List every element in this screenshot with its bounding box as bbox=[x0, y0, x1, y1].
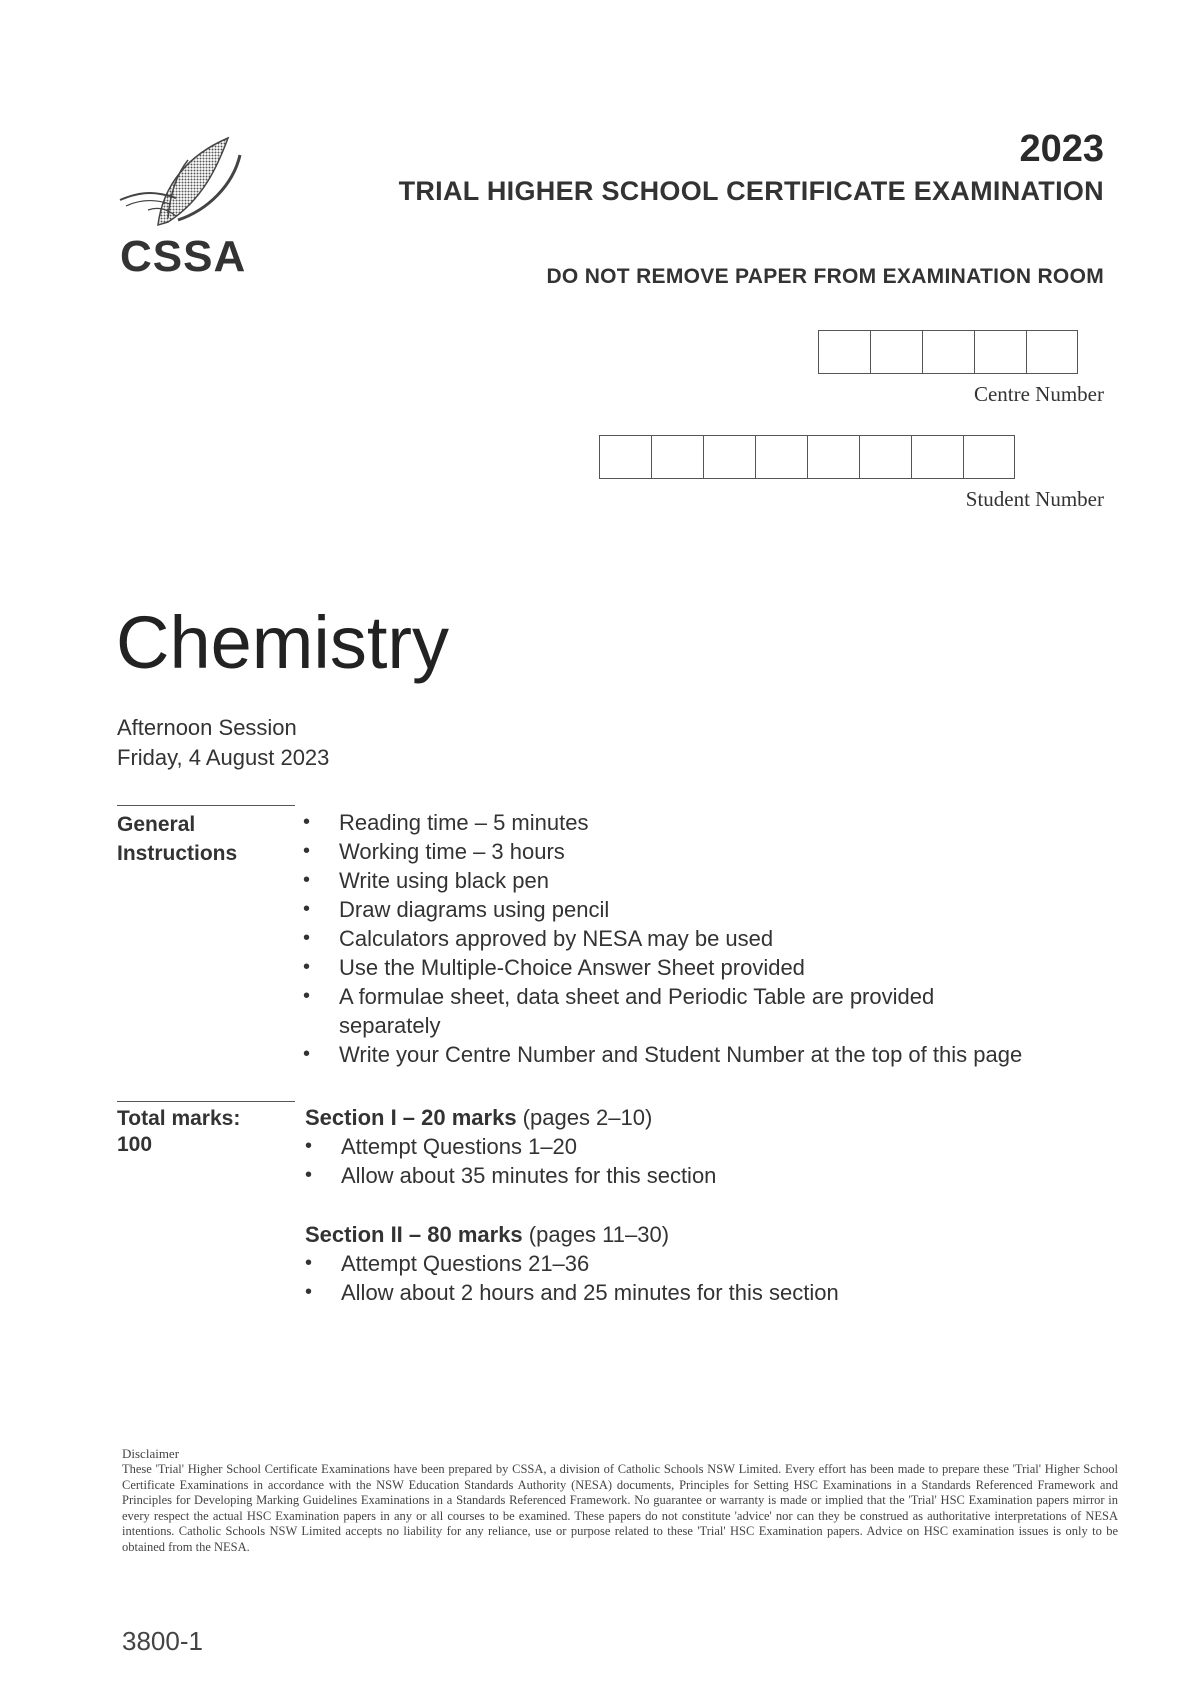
list-item: • Use the Multiple-Choice Answer Sheet provided bbox=[303, 953, 1113, 982]
section-1-heading: Section I – 20 marks (pages 2–10) bbox=[305, 1105, 653, 1130]
centre-number-digit[interactable] bbox=[818, 330, 870, 374]
logo-text: CSSA bbox=[120, 232, 247, 281]
list-item: • Calculators approved by NESA may be used bbox=[303, 924, 1113, 953]
section-2-list bbox=[305, 1249, 1005, 1307]
leaf-emblem-icon bbox=[118, 130, 258, 240]
list-item: • Allow about 2 hours and 25 minutes for this section bbox=[305, 1278, 1005, 1307]
do-not-remove-notice: DO NOT REMOVE PAPER FROM EXAMINATION ROOM bbox=[546, 265, 1104, 288]
student-number-digit[interactable] bbox=[599, 435, 651, 479]
disclaimer-title: Disclaimer bbox=[122, 1446, 180, 1461]
student-number-digit[interactable] bbox=[703, 435, 755, 479]
student-number-digit[interactable] bbox=[911, 435, 963, 479]
disclaimer-text: These 'Trial' Higher School Certificate Examinations have been prepared by CSSA, a division of Catholic Schools NSW Limited. Every effort has been made to prepare these 'Trial' Higher School Certificate Examinations in accordance with the NSW Education Standards Authority (NESA) documents, Principles for Setting HSC Examinations in a Standards Referenced Framework and Principles for Developing Marking Guidelines Examinations in a Standards Referenced Framework. No guarantee or warranty is made or implied that the 'Trial' HSC Examination papers mirror in every respect the actual HSC Examination papers in any or all courses to be examined. These papers do not constitute 'advice' nor can they be construed as authoritative interpretations of NESA intentions. Catholic Schools NSW Limited accepts no liability for any reliance, use or purpose related to these 'Trial' HSC Examination papers. Advice on HSC examination issues is only to be obtained from the NESA. bbox=[122, 1462, 1118, 1554]
list-item: • Write using black pen bbox=[303, 866, 1113, 895]
list-item: • Reading time – 5 minutes bbox=[303, 808, 1113, 837]
general-instructions-label: General Instructions bbox=[117, 813, 238, 865]
list-item: • Attempt Questions 21–36 bbox=[305, 1249, 1005, 1278]
exam-date: Friday, 4 August 2023 bbox=[117, 745, 330, 770]
list-item: • A formulae sheet, data sheet and Periodic Table are provided separately bbox=[303, 982, 1019, 1040]
exam-title: TRIAL HIGHER SCHOOL CERTIFICATE EXAMINATION bbox=[398, 176, 1104, 206]
list-item: • Attempt Questions 1–20 bbox=[305, 1132, 1005, 1161]
exam-year: 2023 bbox=[1019, 128, 1104, 170]
centre-number-digit[interactable] bbox=[870, 330, 922, 374]
student-number-label: Student Number bbox=[965, 487, 1104, 511]
student-number-digit[interactable] bbox=[807, 435, 859, 479]
centre-number-digit[interactable] bbox=[922, 330, 974, 374]
centre-number-boxes[interactable] bbox=[818, 330, 1078, 374]
centre-number-digit[interactable] bbox=[1026, 330, 1078, 374]
centre-number-digit[interactable] bbox=[974, 330, 1026, 374]
divider bbox=[117, 805, 295, 806]
session-name: Afternoon Session bbox=[117, 715, 297, 740]
session-info bbox=[117, 713, 329, 773]
subject-title: Chemistry bbox=[116, 601, 450, 684]
student-number-boxes[interactable] bbox=[599, 435, 1015, 479]
list-item: • Draw diagrams using pencil bbox=[303, 895, 1113, 924]
paper-code: 3800-1 bbox=[122, 1626, 203, 1656]
student-number-digit[interactable] bbox=[651, 435, 703, 479]
student-number-digit[interactable] bbox=[859, 435, 911, 479]
divider bbox=[117, 1101, 295, 1102]
student-number-digit[interactable] bbox=[963, 435, 1015, 479]
section-2-heading: Section II – 80 marks (pages 11–30) bbox=[305, 1222, 670, 1247]
total-marks-label: Total marks: bbox=[117, 1107, 241, 1130]
centre-number-label: Centre Number bbox=[973, 382, 1104, 406]
total-marks-value: 100 bbox=[117, 1133, 153, 1156]
section-1-list bbox=[305, 1132, 1005, 1190]
list-item: • Write your Centre Number and Student Number at the top of this page bbox=[303, 1040, 1113, 1069]
list-item: • Working time – 3 hours bbox=[303, 837, 1113, 866]
general-instructions-list bbox=[303, 808, 1113, 1069]
student-number-digit[interactable] bbox=[755, 435, 807, 479]
list-item: • Allow about 35 minutes for this section bbox=[305, 1161, 1005, 1190]
